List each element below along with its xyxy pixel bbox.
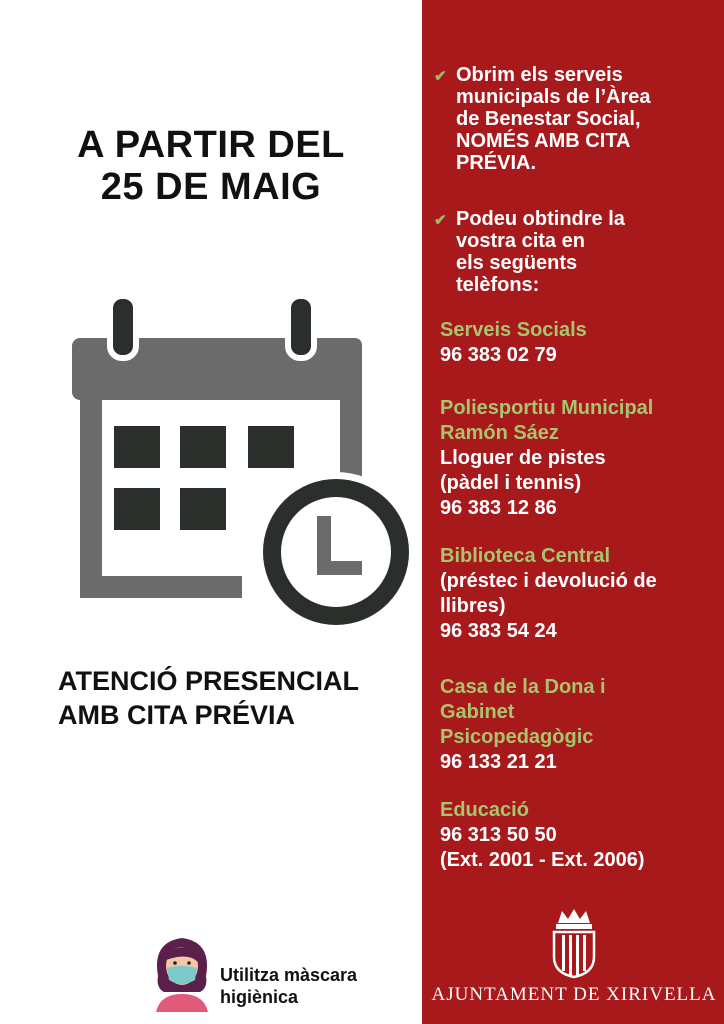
contact-detail: 96 383 02 79 bbox=[440, 344, 557, 366]
contact-detail: Lloguer de pistes (pàdel i tennis) 96 383 12 86 bbox=[440, 447, 606, 519]
contact-detail: 96 313 50 50 (Ext. 2001 - Ext. 2006) bbox=[440, 824, 645, 871]
contact-name: Educació bbox=[440, 799, 529, 821]
check-icon: ✔ bbox=[434, 212, 447, 229]
contact-detail: 96 133 21 21 bbox=[440, 751, 557, 773]
mask-notice-text bbox=[220, 964, 357, 1008]
mask-line-2: higiènica bbox=[220, 987, 299, 1007]
headline bbox=[0, 124, 422, 208]
contact-name: Casa de la Dona i Gabinet Psicopedagògic bbox=[440, 676, 606, 748]
bullet-text: Obrim els serveis municipals de l’Àrea de Benestar Social, NOMÉS AMB CITA PRÉVIA. bbox=[456, 64, 651, 174]
headline-line-1: A PARTIR DEL bbox=[77, 124, 345, 166]
bullet-text: Podeu obtindre la vostra cita en els següents telèfons: bbox=[456, 208, 625, 296]
mask-notice bbox=[150, 932, 410, 1012]
contact-educacio bbox=[440, 798, 715, 873]
calendar-clock-icon bbox=[62, 292, 422, 642]
attention-line-2: AMB CITA PRÉVIA bbox=[58, 700, 296, 730]
contact-name: Biblioteca Central bbox=[440, 545, 611, 567]
contact-serveis-socials bbox=[440, 318, 715, 368]
contact-name: Serveis Socials bbox=[440, 319, 587, 341]
contact-poliesportiu bbox=[440, 396, 715, 521]
headline-line-2: 25 DE MAIG bbox=[100, 166, 322, 208]
contact-name: Poliesportiu Municipal Ramón Sáez bbox=[440, 397, 654, 444]
check-icon: ✔ bbox=[434, 68, 447, 85]
coat-of-arms-icon bbox=[544, 907, 604, 979]
woman-with-mask-icon bbox=[150, 932, 214, 1012]
contact-casa-dona bbox=[440, 675, 715, 775]
attention-notice bbox=[58, 664, 359, 732]
ajuntament-logo bbox=[424, 905, 724, 1015]
mask-line-1: Utilitza màscara bbox=[220, 965, 358, 985]
contact-biblioteca bbox=[440, 544, 715, 644]
contact-detail: (préstec i devolució de llibres) 96 383 54 24 bbox=[440, 570, 657, 642]
ajuntament-name: AJUNTAMENT DE XIRIVELLA bbox=[431, 984, 717, 1005]
attention-line-1: ATENCIÓ PRESENCIAL bbox=[58, 666, 360, 696]
